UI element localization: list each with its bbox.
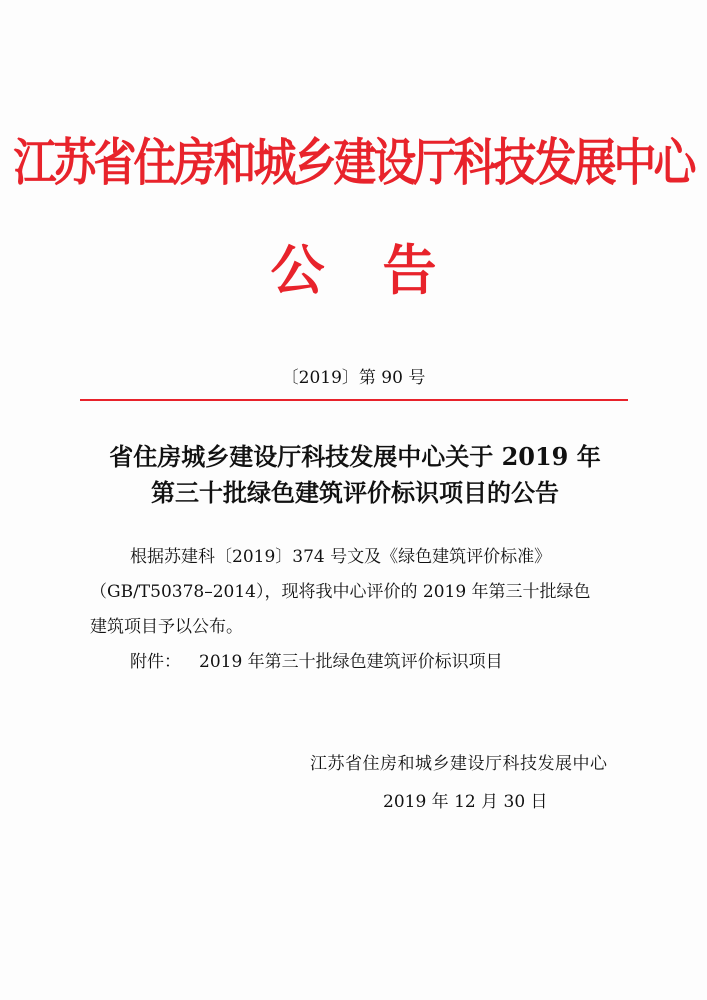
notice-title-line-1: 省住房城乡建设厅科技发展中心关于 2019 年 (109, 442, 601, 471)
red-divider-line (80, 399, 628, 401)
attachment-label: 附件： (130, 652, 181, 672)
signature-organization: 江苏省住房和城乡建设厅科技发展中心 (310, 754, 608, 774)
notice-title-line-2: 第三十批绿色建筑评价标识项目的公告 (151, 478, 559, 507)
body-text-line-3: 建筑项目予以公布。 (90, 617, 243, 637)
signature-date: 2019 年 12 月 30 日 (383, 792, 548, 812)
body-text-line-2: （GB/T50378–2014），现将我中心评价的 2019 年第三十批绿色 (90, 582, 591, 602)
issuing-organization-header: 江苏省住房和城乡建设厅科技发展中心 (13, 134, 694, 194)
document-number: 〔2019〕第 90 号 (281, 368, 426, 388)
attachment-text: 2019 年第三十批绿色建筑评价标识项目 (199, 652, 503, 672)
document-type-title: 公告 (270, 238, 495, 302)
body-text-line-1: 根据苏建科〔2019〕374 号文及《绿色建筑评价标准》 (130, 547, 552, 567)
attachment-line (130, 650, 503, 674)
